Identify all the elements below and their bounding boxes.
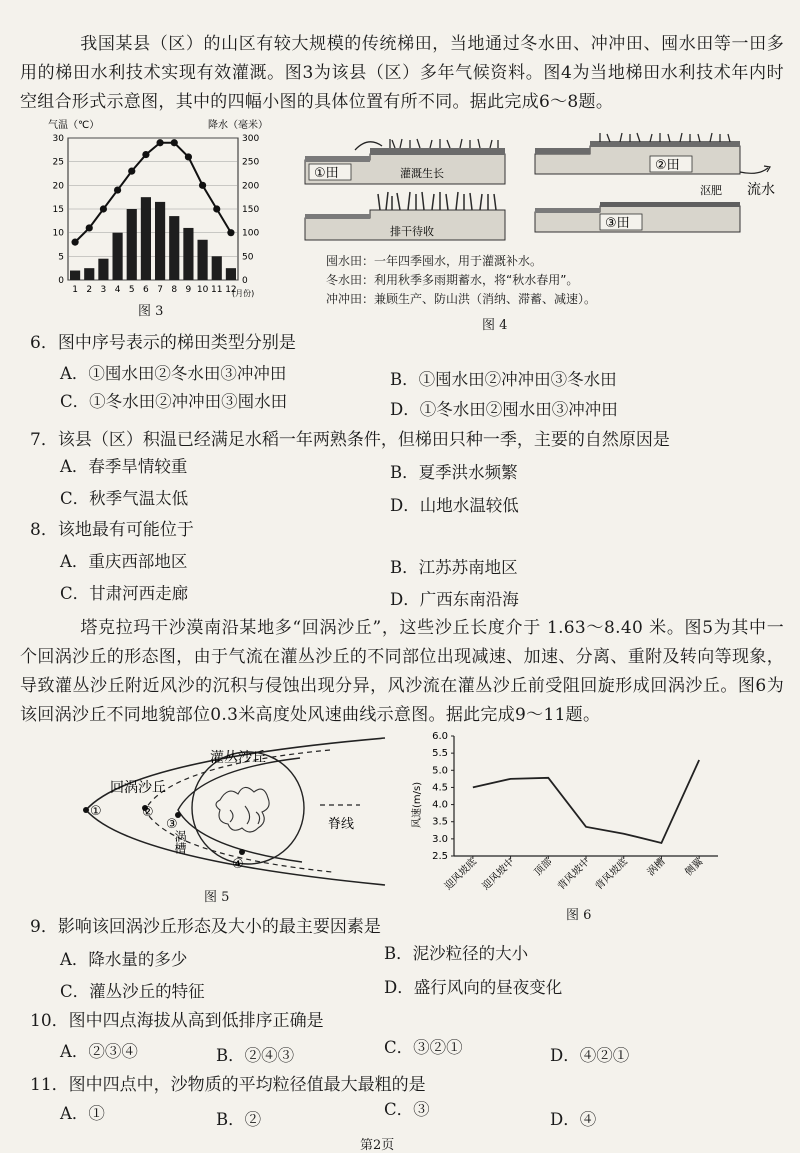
water-layer <box>590 141 740 147</box>
water-layer <box>535 148 590 154</box>
precip-bar <box>212 256 222 280</box>
note-1: 囤水田：一年四季囤水，用于灌溉补水。 <box>326 254 543 268</box>
panel-1-field-label: ①田 <box>314 166 339 181</box>
panel-4 <box>535 184 740 232</box>
page-footer: 第2页 <box>360 1138 395 1153</box>
month-tick-label: 8 <box>171 285 178 295</box>
month-tick-label: 11 <box>211 285 223 295</box>
shrub-dune-label: 灌丛沙丘 <box>210 750 266 766</box>
temperature-line <box>75 143 231 242</box>
question-9-stem: 9．影响该回涡沙丘形态及大小的最主要因素是 <box>30 917 381 937</box>
precip-bar <box>84 268 94 280</box>
month-tick-label: 5 <box>128 285 135 295</box>
ridge-legend-label: 脊线 <box>328 817 355 832</box>
left-tick-label: 15 <box>52 205 64 215</box>
q6-option-c[interactable]: C．①冬水田②冲冲田③囤水田 <box>60 392 288 411</box>
precip-bar <box>183 228 193 280</box>
point-2: ② <box>142 805 154 820</box>
q7-option-d[interactable]: D．山地水温较低 <box>390 496 519 515</box>
temperature-point <box>199 182 206 189</box>
q11-option-a[interactable]: A．① <box>60 1104 105 1123</box>
q11-option-c[interactable]: C．③ <box>384 1100 430 1119</box>
shrub-dune-circle <box>192 752 304 864</box>
precip-bar <box>98 259 108 280</box>
temperature-point <box>100 205 107 212</box>
precip-bar <box>127 209 137 280</box>
left-tick-label: 25 <box>52 157 64 168</box>
right-tick-label: 250 <box>242 157 260 168</box>
right-tick-label: 100 <box>242 228 260 239</box>
month-tick-label: 10 <box>196 285 209 295</box>
figure-4-caption: 图 4 <box>482 318 508 333</box>
right-tick-label: 150 <box>242 205 260 215</box>
x-tick-label: 涡槽 <box>645 856 668 879</box>
inner-outline <box>178 758 302 862</box>
temperature-point <box>142 151 149 158</box>
figure-4 <box>300 132 790 252</box>
q7-option-b[interactable]: B．夏季洪水频繁 <box>390 463 518 482</box>
x-tick-label: 侧翼 <box>683 856 706 879</box>
figure-6 <box>408 728 728 908</box>
q7-option-a[interactable]: A．春季旱情较重 <box>60 457 188 476</box>
right-tick-label: 0 <box>242 276 248 286</box>
q6-option-b[interactable]: B．①囤水田②冲冲田③冬水田 <box>390 370 617 389</box>
intro-paragraph-1 <box>20 30 784 117</box>
temperature-point <box>128 168 135 175</box>
outflow-arrow-icon <box>740 168 768 173</box>
dune-label: 回涡沙丘 <box>110 780 166 796</box>
question-10-stem: 10．图中四点海拔从高到低排序正确是 <box>30 1011 324 1031</box>
y-tick-label: 2.5 <box>432 851 448 862</box>
x-tick-label: 迎风坡底 <box>442 856 479 893</box>
left-tick-label: 0 <box>58 276 64 286</box>
q9-option-b[interactable]: B．泥沙粒径的大小 <box>384 944 529 963</box>
point-3: ③ <box>166 817 178 832</box>
climate-chart <box>40 118 270 318</box>
x-tick-label: 顶部 <box>532 856 555 879</box>
y-tick-label: 3.0 <box>432 833 448 845</box>
panel-3-text: 排干待收 <box>390 225 434 238</box>
panel-4-field-label: ③田 <box>605 216 630 231</box>
figure-5 <box>70 730 400 910</box>
temperature-point <box>156 139 163 146</box>
q10-option-c[interactable]: C．③②① <box>384 1038 463 1057</box>
precip-bar <box>198 240 208 280</box>
q10-option-d[interactable]: D．④②① <box>550 1046 630 1065</box>
temperature-point <box>171 139 178 146</box>
left-tick-label: 30 <box>52 134 64 144</box>
precip-bar <box>169 216 179 280</box>
y-tick-label: 3.5 <box>432 816 448 828</box>
dune-diagram <box>70 730 400 910</box>
y-tick-label: 6.0 <box>432 731 448 742</box>
month-unit: (月份) <box>232 289 255 298</box>
intro-text-1: 我国某县（区）的山区有较大规模的传统梯田，当地通过冬水田、冲冲田、囤水田等一田多用的梯田水利技术实现有效灌溉。图3为该县（区）多年气候资料。图4为当地梯田水利技术年内时空组合形式示意图，其中的四幅小图的具体位置有所不同。据此完成6～8题。 <box>20 34 784 112</box>
question-11-stem: 11．图中四点中，沙物质的平均粒径值最大最粗的是 <box>30 1075 426 1095</box>
temperature-point <box>227 229 234 236</box>
x-tick-label: 迎风坡中 <box>480 856 517 893</box>
panel-2 <box>535 133 775 198</box>
month-tick-label: 3 <box>100 285 107 295</box>
groove-label: 涡槽 <box>173 830 187 854</box>
y-tick-label: 5.0 <box>432 765 448 777</box>
wind-speed-chart <box>408 728 728 908</box>
precip-bar <box>113 233 123 280</box>
q9-option-d[interactable]: D．盛行风向的昼夜变化 <box>384 978 563 997</box>
panel-2-field-label: ②田 <box>655 158 680 173</box>
month-tick-label: 12 <box>225 285 237 295</box>
figure-3-caption: 图 3 <box>138 304 164 319</box>
point-4: ④ <box>232 857 244 872</box>
y-tick-label: 4.0 <box>432 799 448 811</box>
precip-bar <box>155 202 165 280</box>
intro-text-2: 塔克拉玛干沙漠南沿某地多“回涡沙丘”，这些沙丘长度介于 1.63～8.40 米。图5为其中一个回涡沙丘的形态图，由于气流在灌丛沙丘的不同部位出现减速、加速、分离、重附及转向等现象，导致灌丛沙丘附近风沙的沉积与侵蚀出现分异，风沙流在灌丛沙丘前受阻回旋形成回涡沙丘。图6为该回涡沙丘不同地貌部位0.3米高度处风速曲线示意图。据此完成9～11题。 <box>20 618 784 725</box>
temperature-axis-title: 气温（℃） <box>48 120 100 131</box>
q8-option-a[interactable]: A．重庆西部地区 <box>60 552 188 571</box>
terrace-diagram <box>300 132 790 252</box>
note-3: 冲冲田：兼顾生产、防山洪（消纳、滞蓄、减速）。 <box>326 292 597 306</box>
q8-option-c[interactable]: C．甘肃河西走廊 <box>60 584 189 603</box>
figure-4-notes <box>326 252 596 309</box>
figure-5-caption: 图 5 <box>204 890 230 905</box>
panel-2-flow-label: 流水 <box>747 182 775 198</box>
panel-1-text: 灌溉生长 <box>400 167 444 180</box>
temperature-point <box>213 205 220 212</box>
right-tick-label: 300 <box>242 134 260 144</box>
water-layer <box>305 156 370 162</box>
figure-6-caption: 图 6 <box>566 908 592 923</box>
q8-option-b[interactable]: B．江苏苏南地区 <box>390 558 518 577</box>
figure-3 <box>40 118 270 318</box>
wind-axis-title: 风速(m/s) <box>412 781 423 828</box>
question-8-stem: 8．该地最有可能位于 <box>30 520 194 540</box>
month-tick-label: 4 <box>114 285 121 295</box>
q6-option-a[interactable]: A．①囤水田②冬水田③冲冲田 <box>60 364 287 383</box>
q9-option-a[interactable]: A．降水量的多少 <box>60 950 188 969</box>
question-7-stem: 7．该县（区）积温已经满足水稻一年两熟条件，但梯田只种一季，主要的自然原因是 <box>30 430 670 450</box>
panel-3 <box>305 192 505 240</box>
q7-option-c[interactable]: C．秋季气温太低 <box>60 489 189 508</box>
wind-speed-line <box>473 760 699 843</box>
temperature-point <box>71 239 78 246</box>
q8-option-d[interactable]: D．广西东南沿海 <box>390 590 519 609</box>
precipitation-axis-title: 降水（毫米） <box>208 120 268 131</box>
intro-paragraph-2 <box>20 614 784 730</box>
left-tick-label: 20 <box>52 181 64 192</box>
temperature-point <box>86 224 93 231</box>
month-tick-label: 7 <box>157 285 163 295</box>
q6-option-d[interactable]: D．①冬水田②囤水田③冲冲田 <box>390 400 618 419</box>
x-tick-label: 背风坡底 <box>593 856 630 893</box>
right-tick-label: 50 <box>242 252 254 263</box>
q11-option-b[interactable]: B．② <box>216 1110 262 1129</box>
month-tick-label: 2 <box>86 285 93 295</box>
q10-option-b[interactable]: B．②④③ <box>216 1046 295 1065</box>
month-tick-label: 9 <box>185 285 192 295</box>
precip-bar <box>226 268 236 280</box>
point-1: ① <box>90 804 102 819</box>
temperature-point <box>185 153 192 160</box>
left-tick-label: 5 <box>58 252 64 263</box>
panel-4-text: 沤肥 <box>700 184 722 197</box>
note-2: 冬水田：利用秋季多雨期蓄水，将“秋水春用”。 <box>326 273 579 287</box>
left-tick-label: 10 <box>52 228 64 239</box>
month-tick-label: 1 <box>72 285 78 295</box>
q10-option-a[interactable]: A．②③④ <box>60 1042 138 1061</box>
y-tick-label: 4.5 <box>432 782 448 794</box>
water-layer <box>370 148 505 155</box>
precip-bar <box>70 271 80 280</box>
q11-option-d[interactable]: D．④ <box>550 1110 597 1129</box>
x-tick-label: 背风坡中 <box>556 856 593 893</box>
month-tick-label: 6 <box>143 285 149 295</box>
shrub-icon <box>216 787 269 832</box>
panel-1 <box>305 139 505 184</box>
question-6-stem: 6．图中序号表示的梯田类型分别是 <box>30 333 296 353</box>
right-tick-label: 200 <box>242 181 260 192</box>
y-tick-label: 5.5 <box>432 748 448 760</box>
precip-bar <box>141 197 151 280</box>
q9-option-c[interactable]: C．灌丛沙丘的特征 <box>60 982 205 1001</box>
temperature-point <box>114 186 121 193</box>
